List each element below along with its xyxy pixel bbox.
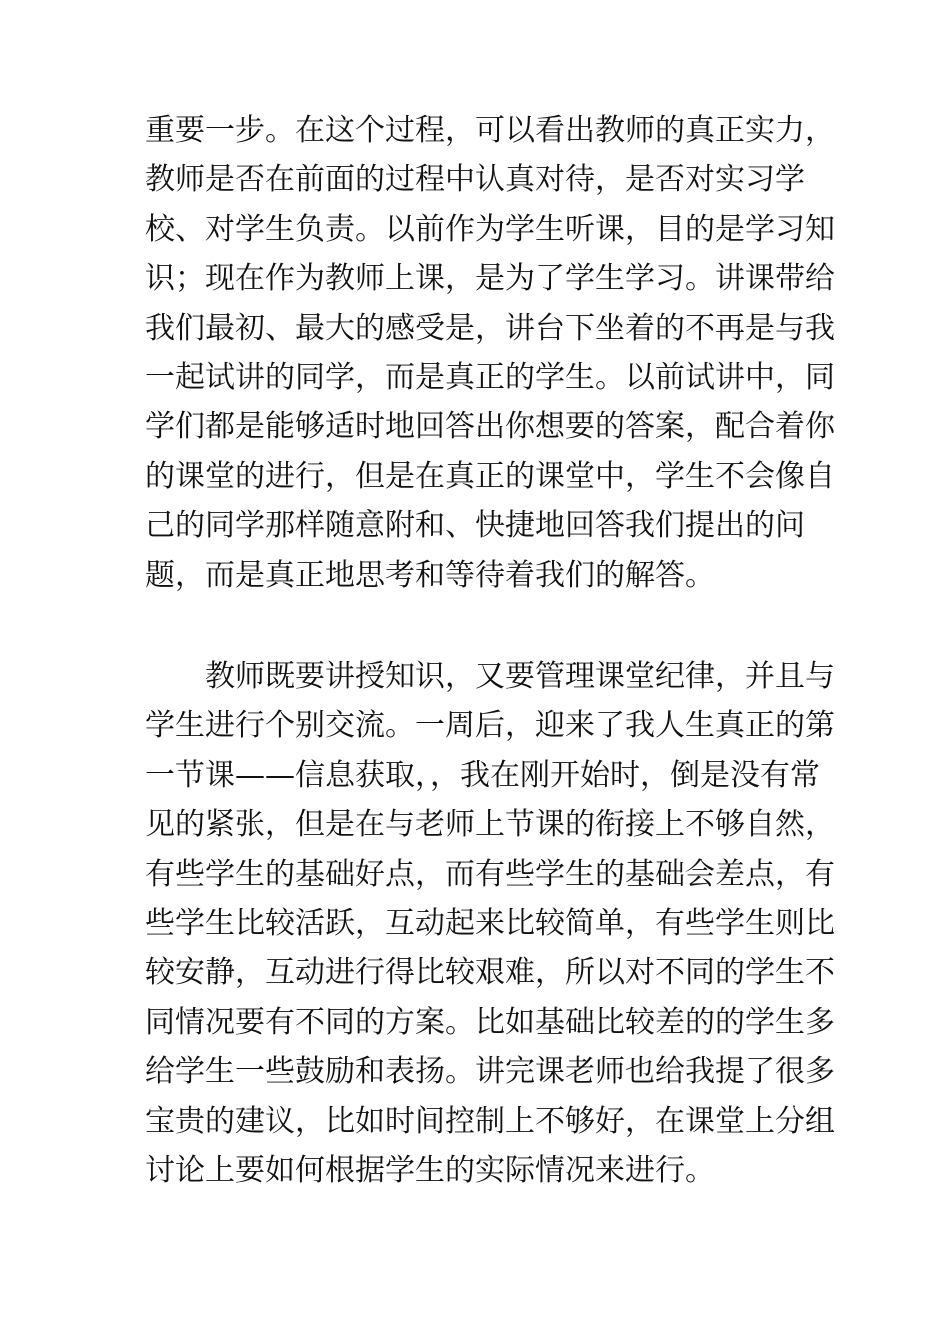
paragraph-line: 见的紧张，但是在与老师上节课的衔接上不够自然， <box>145 807 835 843</box>
paragraph-line: 些学生比较活跃，互动起来比较简单，有些学生则比 <box>145 905 835 941</box>
paragraph-line: 宝贵的建议，比如时间控制上不够好，在课堂上分组 <box>145 1103 835 1139</box>
paragraph-line: 学生进行个别交流。一周后，迎来了我人生真正的第 <box>145 708 835 744</box>
paragraph-line: 教师既要讲授知识，又要管理课堂纪律，并且与 <box>205 659 835 694</box>
paragraph-line: 较安静，互动进行得比较艰难，所以对不同的学生不 <box>145 955 835 991</box>
paragraph-line: 的课堂的进行，但是在真正的课堂中，学生不会像自 <box>145 458 835 494</box>
paragraph-line: 己的同学那样随意附和、快捷地回答我们提出的问 <box>145 508 805 544</box>
paragraph-line: 识；现在作为教师上课，是为了学生学习。讲课带给 <box>145 261 835 297</box>
paragraph-line: 我们最初、最大的感受是，讲台下坐着的不再是与我 <box>145 310 835 346</box>
paragraph-line: 校、对学生负责。以前作为学生听课，目的是学习知 <box>145 211 835 247</box>
paragraph-line: 给学生一些鼓励和表扬。讲完课老师也给我提了很多 <box>145 1054 835 1090</box>
paragraph-line: 一节课——信息获取，，我在刚开始时，倒是没有常 <box>145 757 820 793</box>
paragraph-2 <box>145 652 835 1195</box>
paragraph-line: 题，而是真正地思考和等待着我们的解答。 <box>145 557 715 593</box>
paragraph-line: 重要一步。在这个过程，可以看出教师的真正实力， <box>145 113 835 148</box>
paragraph-line: 同情况要有不同的方案。比如基础比较差的的学生多 <box>145 1004 835 1040</box>
paragraph-line: 一起试讲的同学，而是真正的学生。以前试讲中，同 <box>145 359 835 395</box>
paragraph-line: 有些学生的基础好点，而有些学生的基础会差点，有 <box>145 856 835 892</box>
paragraph-1 <box>145 106 835 600</box>
paragraph-line: 讨论上要如何根据学生的实际情况来进行。 <box>145 1152 715 1188</box>
paragraph-line: 学们都是能够适时地回答出你想要的答案，配合着你 <box>145 409 835 445</box>
paragraph-line: 教师是否在前面的过程中认真对待，是否对实习学 <box>145 162 805 198</box>
